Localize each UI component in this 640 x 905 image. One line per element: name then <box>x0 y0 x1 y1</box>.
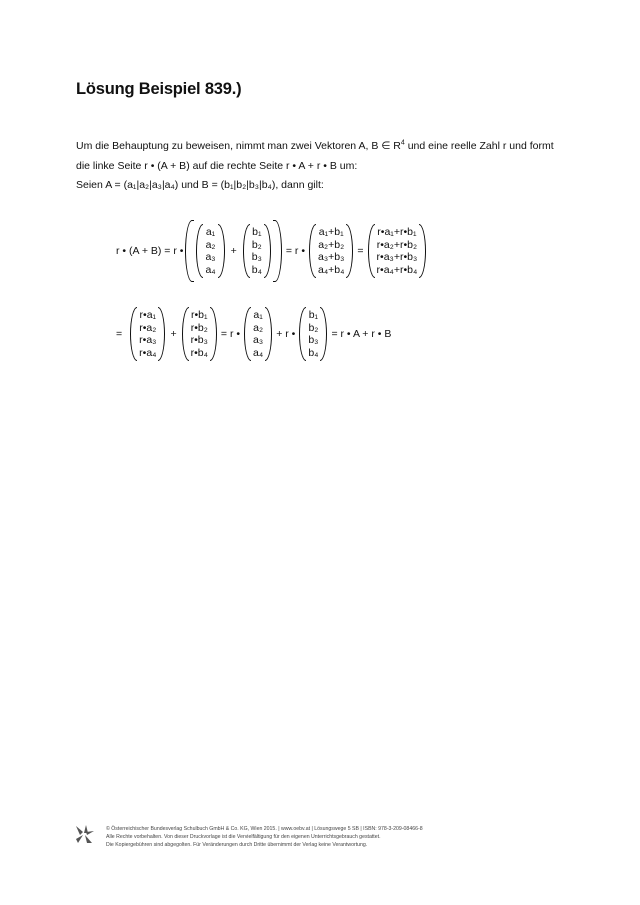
vector-entry: r•a₁+r•b₁ <box>377 226 417 238</box>
vector-entry: a₄ <box>253 346 264 359</box>
footer <box>106 825 423 849</box>
vector-entry: a₃ <box>253 334 264 346</box>
vector-b <box>243 224 271 278</box>
vector-entry: a₁ <box>253 309 263 321</box>
vector-a <box>196 224 224 278</box>
intro-line-3: Seien A = (a₁|a₂|a₃|a₄) und B = (b₁|b₂|b₃|b₄), dann gilt: <box>76 179 324 191</box>
vector-entry: a₄+b₄ <box>318 263 345 276</box>
vector-entry: b₁ <box>308 309 319 321</box>
vector-a <box>244 307 272 361</box>
plus-sign: + <box>230 245 237 257</box>
vector-entry: b₂ <box>251 238 262 251</box>
vector-entry: a₂+b₂ <box>318 238 345 251</box>
equation-2 <box>114 307 393 361</box>
vector-entry: a₂ <box>253 321 264 334</box>
vector-entry: a₄ <box>205 263 216 276</box>
vector-entry: b₃ <box>308 334 319 346</box>
vector-entry: a₂ <box>205 238 216 251</box>
vector-entry: r•a₃ <box>139 334 157 346</box>
footer-copyright: © Österreichischer Bundesverlag Schulbuch GmbH & Co. KG, Wien 2015. | www.oebv.at | Lösungswege 5 SB | ISBN: 978-3-209-08466-8 <box>106 826 423 832</box>
footer-rights: Alle Rechte vorbehalten. Von dieser Druckvorlage ist die Vervielfältigung für den eigenen Unterrichtsgebrauch gestattet. <box>106 834 381 840</box>
intro-line-1-text: Um die Behauptung zu beweisen, nimmt man zwei Vektoren A, B ∈ R <box>76 140 401 152</box>
vector-expanded <box>368 224 427 278</box>
vector-sum <box>309 224 353 278</box>
vector-entry: a₃ <box>205 251 216 263</box>
equals-r: = r • <box>285 245 306 257</box>
vector-entry: b₂ <box>308 321 319 334</box>
result: = r • A + r • B <box>331 328 392 340</box>
publisher-logo-icon <box>74 823 96 845</box>
vector-entry: r•a₂ <box>139 321 157 334</box>
vector-r-a <box>130 307 165 361</box>
equals-sign: = <box>357 245 364 257</box>
dimension-superscript: 4 <box>400 139 405 147</box>
outer-bracket <box>185 220 281 282</box>
vector-r-b <box>182 307 217 361</box>
intro-line-1-rest: und eine reelle Zahl r und formt <box>404 140 554 152</box>
vector-entry: r•a₁ <box>139 309 157 321</box>
vector-entry: r•a₃+r•b₃ <box>376 251 418 263</box>
plus-sign: + <box>170 328 177 340</box>
vector-entry: r•a₄ <box>139 346 157 359</box>
intro-line-1 <box>76 139 554 153</box>
intro-line-2: die linke Seite r • (A + B) auf die rechte Seite r • A + r • B um: <box>76 160 358 172</box>
vector-entry: b₁ <box>252 226 262 238</box>
vector-entry: r•a₄+r•b₄ <box>376 263 418 276</box>
vector-b <box>299 307 327 361</box>
vector-entry: r•b₄ <box>190 346 208 359</box>
vector-entry: b₄ <box>308 346 319 359</box>
page-title: Lösung Beispiel 839.) <box>76 80 242 98</box>
vector-entry: b₃ <box>251 251 262 263</box>
equation-1 <box>114 220 426 282</box>
equals-r: = r • <box>220 328 241 340</box>
plus-r: + r • <box>276 328 296 340</box>
vector-entry: b₄ <box>251 263 262 276</box>
equals-sign: = <box>116 328 123 340</box>
vector-entry: r•a₂+r•b₂ <box>376 238 418 251</box>
vector-entry: r•b₃ <box>190 334 208 346</box>
eq1-lhs: r • (A + B) = r • <box>116 245 184 257</box>
vector-entry: r•b₂ <box>190 321 208 334</box>
vector-entry: a₃+b₃ <box>318 251 345 263</box>
vector-entry: a₁+b₁ <box>318 226 344 238</box>
vector-entry: a₁ <box>205 226 216 238</box>
vector-entry: r•b₁ <box>190 309 208 321</box>
footer-disclaimer: Die Kopiergebühren sind abgegolten. Für Veränderungen durch Dritte übernimmt der Verlag keine Verantwortung. <box>106 842 368 848</box>
